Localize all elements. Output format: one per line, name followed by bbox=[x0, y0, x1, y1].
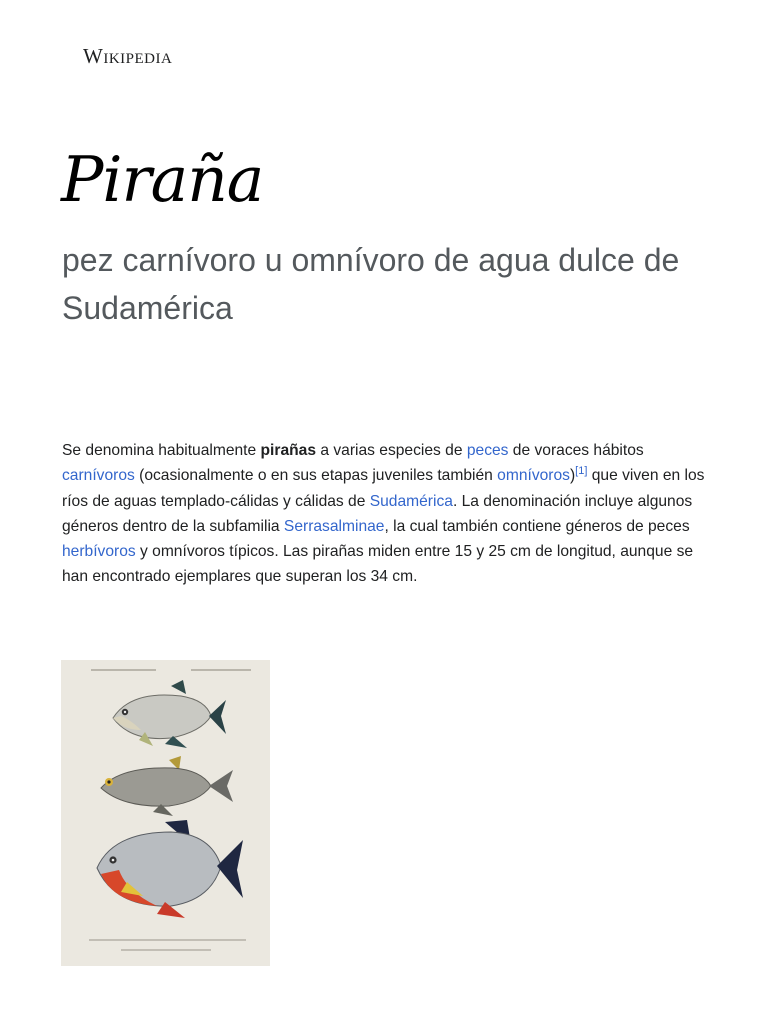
intro-paragraph bbox=[62, 438, 712, 590]
wikipedia-logo[interactable] bbox=[83, 44, 172, 69]
link-sudamerica[interactable]: Sudamérica bbox=[369, 492, 453, 510]
link-peces[interactable]: peces bbox=[466, 442, 509, 459]
wikipedia-wordmark: Wikipedia bbox=[83, 44, 173, 68]
intro-text: . La denominación incluye algunos géneros dentro de la subfamilia bbox=[62, 492, 693, 535]
reference-link-1[interactable]: [1] bbox=[575, 465, 588, 478]
intro-text: (ocasionalmente o en sus etapas juveniles también bbox=[134, 467, 498, 485]
link-serrasalminae[interactable]: Serrasalminae bbox=[283, 517, 385, 535]
intro-text: de voraces hábitos bbox=[508, 442, 644, 459]
page-title: Piraña bbox=[61, 143, 264, 216]
intro-text: , la cual también contiene géneros de peces bbox=[384, 517, 690, 535]
bold-term: pirañas bbox=[260, 442, 317, 459]
intro-text: que viven en los ríos de aguas templado-cálidas y cálidas de bbox=[62, 467, 705, 510]
piranha-illustration-icon bbox=[61, 660, 270, 966]
intro-text: y omnívoros típicos. Las pirañas miden entre 15 y 25 cm de longitud, aunque se han encontrado ejemplares que superan los 34 cm. bbox=[62, 543, 694, 586]
intro-text: Se denomina habitualmente bbox=[62, 442, 261, 459]
link-omnivoros[interactable]: omnívoros bbox=[497, 467, 570, 485]
piranha-illustration-image[interactable] bbox=[61, 660, 270, 966]
link-herbivoros[interactable]: herbívoros bbox=[62, 543, 136, 561]
intro-text: a varias especies de bbox=[316, 442, 467, 459]
link-carnivoros[interactable]: carnívoros bbox=[62, 467, 135, 485]
intro-text: ) bbox=[569, 467, 576, 485]
page-description: pez carnívoro u omnívoro de agua dulce de Sudamérica bbox=[62, 242, 680, 326]
